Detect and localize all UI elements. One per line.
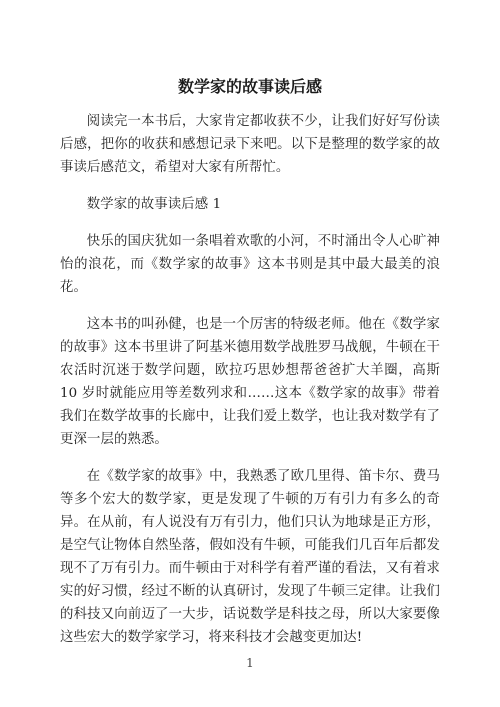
body-paragraph-1: 快乐的国庆犹如一条唱着欢歌的小河，不时涌出令人心旷神怡的浪花，而《数学家的故事》这本书则是其中最大最美的浪花。 [60, 234, 440, 295]
body-paragraph-2: 这本书的叫孙健，也是一个厉害的特级老师。他在《数学家的故事》这本书里讲了阿基米德用数学战胜罗马战舰，牛顿在干农活时沉迷于数学问题，欧拉巧思妙想帮爸爸扩大羊圈，高斯 10 岁时就能应用等差数列求和……这本《数学家的故事》带着我们在数学故事的长廊中，让我们爱上数学，也让我对数学有了更深一层的熟悉。 [60, 317, 440, 447]
page-number: 1 [246, 656, 254, 670]
document-title: 数学家的故事读后感 [177, 77, 322, 96]
body-paragraph-3: 在《数学家的故事》中，我熟悉了欧几里得、笛卡尔、费马等多个宏大的数学家，更是发现了牛顿的万有引力有多么的奇异。在从前，有人说没有万有引力，他们只认为地球是正方形，是空气让物体自然坠落，假如没有牛顿，可能我们几百年后都发现不了万有引力。而牛顿由于对科学有着严谨的看法，又有着求实的好习惯，经过不断的认真研讨，发现了牛顿三定律。让我们的科技又向前迈了一大步，话说数学是科技之母，所以大家要像这些宏大的数学家学习，将来科技才会越变更加达! [60, 469, 440, 645]
section-heading: 数学家的故事读后感 1 [86, 197, 222, 212]
intro-paragraph: 阅读完一本书后，大家肯定都收获不少，让我们好好写份读后感，把你的收获和感想记录下来吧。以下是整理的数学家的故事读后感范文，希望对大家有所帮忙。 [60, 114, 440, 175]
